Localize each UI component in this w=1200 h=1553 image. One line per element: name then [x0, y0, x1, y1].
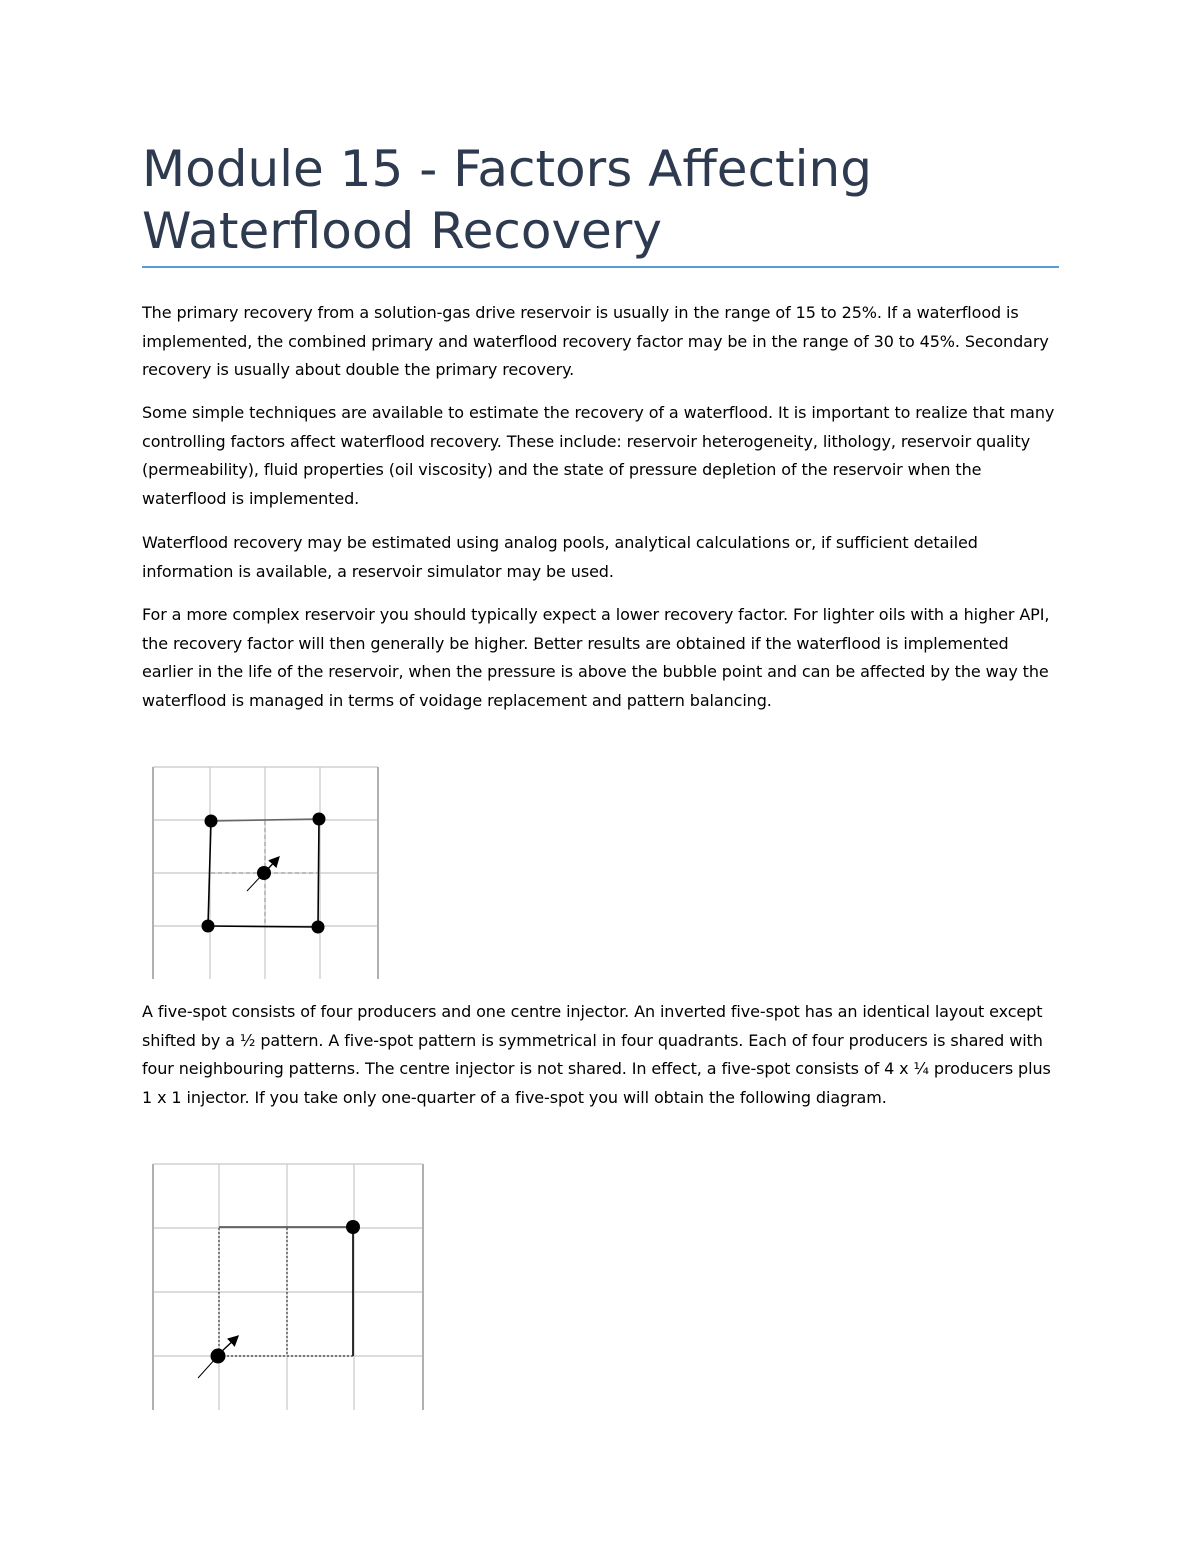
paragraph-complex-reservoir: For a more complex reservoir you should typically expect a lower recovery factor. For lighter oils with a higher API, the recovery factor will then generally be higher. Better results are obtained if the waterflood is implemented earlier in the life of the reservoir, when the pressure is above the bubble point and can be affected by the way the waterflood is managed in terms of voidage replacement and pattern balancing.: [142, 605, 1050, 710]
page-title: Module 15 - Factors Affecting Waterflood Recovery: [142, 140, 872, 260]
five-spot-diagram-icon: [150, 765, 382, 981]
five-spot-diagram-figure: [150, 765, 382, 981]
paragraph-estimation-methods: Waterflood recovery may be estimated using analog pools, analytical calculations or, if sufficient detailed information is available, a reservoir simulator may be used.: [142, 533, 978, 581]
paragraph-five-spot: A five-spot consists of four producers and one centre injector. An inverted five-spot has an identical layout except shifted by a ½ pattern. A five-spot pattern is symmetrical in four quadrants. Each of four producers is shared with four neighbouring patterns. The centre injector is not shared. In effect, a five-spot consists of 4 x ¼ producers plus 1 x 1 injector. If you take only one-quarter of a five-spot you will obtain the following diagram.: [142, 1002, 1051, 1107]
paragraph-estimation-factors: Some simple techniques are available to estimate the recovery of a waterflood. It is important to realize that many controlling factors affect waterflood recovery. These include: reservoir heterogeneity, lithology, reservoir quality (permeability), fluid properties (oil viscosity) and the state of pressure depletion of the reservoir when the waterflood is implemented.: [142, 403, 1055, 508]
quarter-five-spot-diagram-icon: [150, 1162, 428, 1412]
paragraph-primary-recovery: The primary recovery from a solution-gas drive reservoir is usually in the range of 15 to 25%. If a waterflood is implemented, the combined primary and waterflood recovery factor may be in the range of 30 to 45%. Secondary recovery is usually about double the primary recovery.: [142, 303, 1049, 380]
quarter-producer-well: [346, 1220, 360, 1234]
quarter-five-spot-figure: [150, 1162, 428, 1412]
grid-lines-quarter: [153, 1164, 423, 1410]
title-divider: [142, 266, 1059, 268]
